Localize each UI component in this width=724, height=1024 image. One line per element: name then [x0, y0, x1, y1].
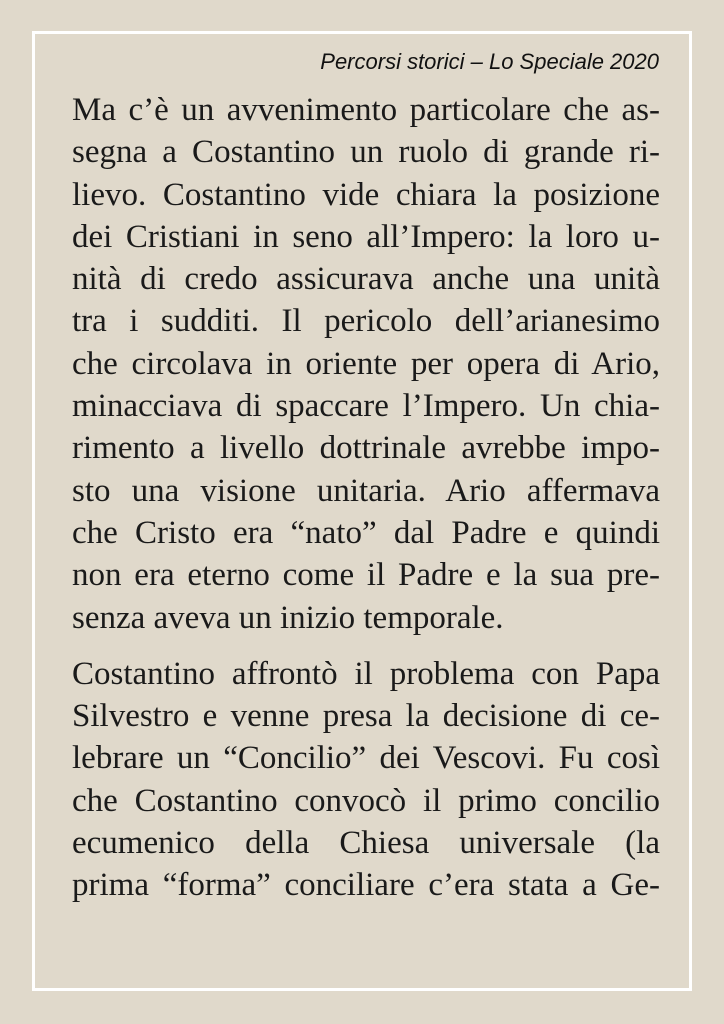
page-body — [72, 89, 660, 907]
text-line: nità di credo assicurava anche una unità — [72, 261, 660, 298]
text-line: prima “forma” conciliare c’era stata a Ge- — [72, 867, 660, 904]
text-line: non era eterno come il Padre e la sua pre- — [72, 557, 660, 594]
text-line: tra i sudditi. Il pericolo dell’arianesimo — [72, 303, 660, 340]
text-line: sto una visione unitaria. Ario affermava — [72, 472, 660, 509]
text-line: segna a Costantino un ruolo di grande ri- — [72, 134, 660, 171]
running-header: Percorsi storici – Lo Speciale 2020 — [320, 49, 659, 74]
text-line: lebrare un “Concilio” dei Vescovi. Fu così — [72, 740, 660, 777]
text-line: che circolava in oriente per opera di Ario, — [72, 345, 660, 382]
text-line: Ma c’è un avvenimento particolare che as- — [72, 92, 660, 128]
paragraph — [72, 89, 660, 639]
text-line: lievo. Costantino vide chiara la posizione — [72, 176, 660, 213]
text-line: minacciava di spaccare l’Impero. Un chia- — [72, 388, 660, 425]
text-line: rimento a livello dottrinale avrebbe impo- — [72, 430, 660, 467]
text-line: Silvestro e venne presa la decisione di ce- — [72, 698, 660, 735]
paragraph — [72, 653, 660, 907]
page-border — [32, 31, 692, 991]
text-line: ecumenico della Chiesa universale (la — [72, 825, 660, 862]
text-line: che Cristo era “nato” dal Padre e quindi — [72, 514, 660, 551]
text-line: Costantino affrontò il problema con Papa — [72, 655, 660, 692]
text-line: che Costantino convocò il primo concilio — [72, 782, 660, 819]
text-line: dei Cristiani in seno all’Impero: la loro u- — [72, 218, 660, 255]
text-line: senza aveva un inizio temporale. — [72, 599, 504, 636]
